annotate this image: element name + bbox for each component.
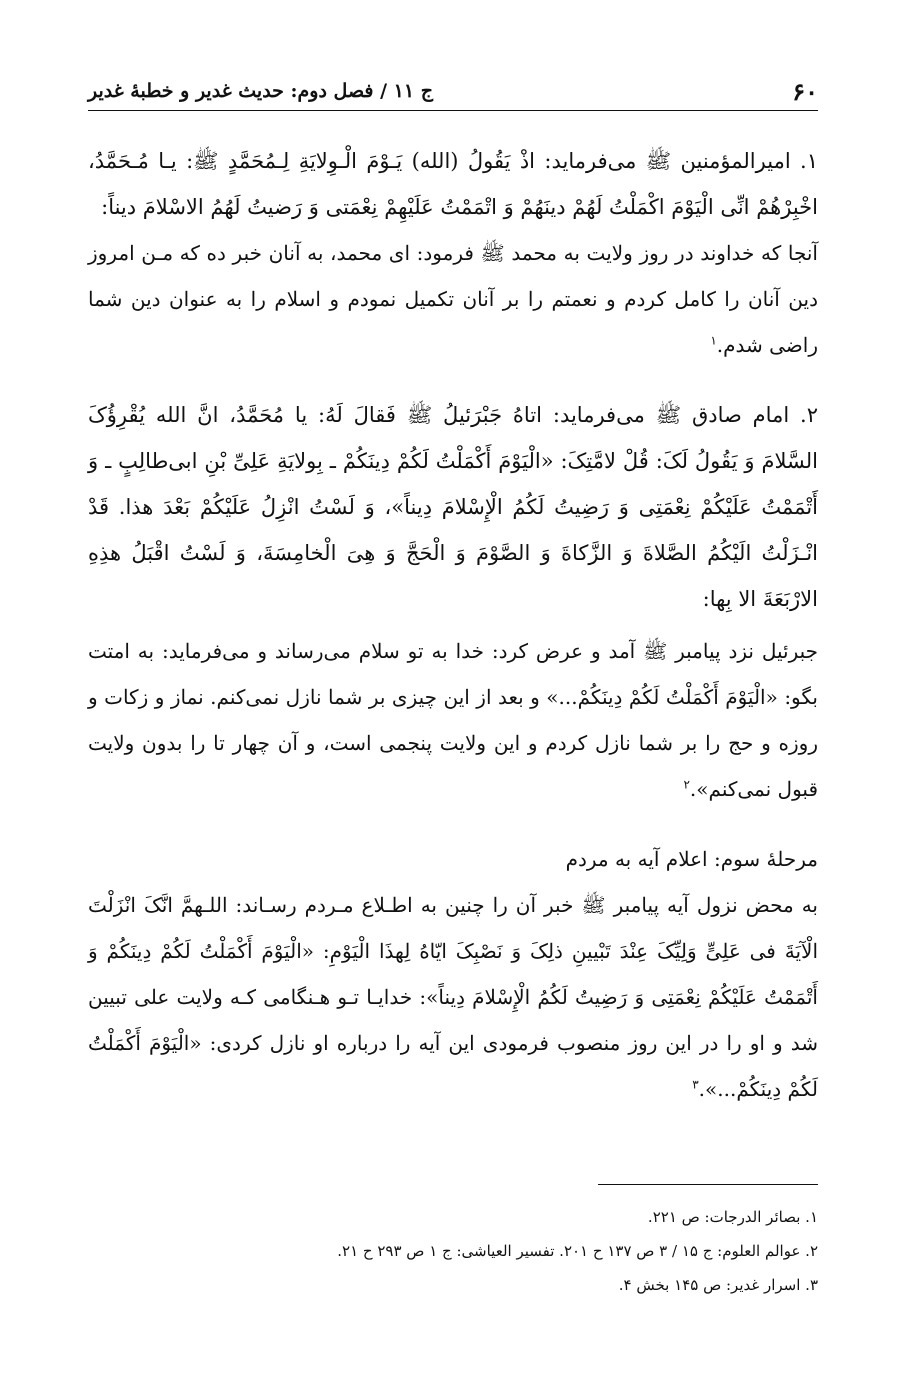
paragraph-translation-2 [88,628,818,812]
footnote-ref-3[interactable]: ۳ [692,1077,699,1092]
section-heading: مرحلهٔ سوم: اعلام آیه به مردم [565,847,818,871]
paragraph-hadith-2-text: ۲. امام صادق ﷺ می‌فرماید: اتاهُ جَبْرَئیلُ ﷺ فَقالَ لَهُ: یا مُحَمَّدُ، انَّ الله یُقْرِؤُکَ السَّلامَ وَ یَقُولُ لَکَ: قُلْ لامَّتِکَ: «الْیَوْمَ أَکْمَلْتُ لَکُمْ دِینَکُمْ ـ بِولایَةِ عَلِیِّ بْنِ ابی‌طالِبٍ ـ وَ أَتْمَمْتُ عَلَیْکُمْ نِعْمَتِی وَ رَضِیتُ لَکُمُ الْإِسْلامَ دِیناً»، وَ لَسْتُ انْزِلُ عَلَیْکُمْ بَعْدَ هذا. قَدْ انْـزَلْتُ الَیْکُمُ الصَّلاةَ وَ الزَّکاةَ وَ الصَّوْمَ وَ الْحَجَّ وَ هِیَ الْخامِسَةَ، وَ لَسْتُ اقْبَلُ هذِهِ الارْبَعَةَ الا بِها: [88,403,818,611]
paragraph-hadith-2 [88,392,818,622]
section-paragraph-text: به محض نزول آیه پیامبر ﷺ خبر آن را چنین به اطـلاع مـردم رسـاند: اللـهمَّ انَّکَ انْزَلْتَ الْآیَةَ فی عَلِیٍّ وَلِیِّکَ عِنْدَ تَبْیینِ ذلِکَ وَ نَصْبِکَ ایّاهُ لِهذَا الْیَوْمِ: «الْیَوْمَ أَکْمَلْتُ لَکُمْ دِینَکُمْ وَ أَتْمَمْتُ عَلَیْکُمْ نِعْمَتِی وَ رَضِیتُ لَکُمُ الْإِسْلامَ دِیناً»: خدایـا تـو هـنگامی کـه ولایت علی تبیین شد و او را در این روز منصوب فرمودی این آیه را درباره او نازل کردی: «الْیَوْمَ أَکْمَلْتُ لَکُمْ دِینَکُمْ...». [88,893,818,1101]
paragraph-translation-1-text: آنجا که خداوند در روز ولایت به محمد ﷺ فرمود: ای محمد، به آنان خبر ده که مـن امروز دین آنان را کامل کردم و نعمتم را بر آنان تکمیل نمودم و اسلام را به عنوان دین شما راضی شدم. [88,241,818,357]
page-header [88,72,818,111]
paragraph-translation-2-text: جبرئیل نزد پیامبر ﷺ آمد و عرض کرد: خدا به تو سلام می‌رساند و می‌فرماید: به امتت بگو: «الْیَوْمَ أَکْمَلْتُ لَکُمْ دِینَکُمْ...» و بعد از این چیزی بر شما نازل نمی‌کنم. نماز و زکات و روزه و حج را بر شما نازل کردم و این ولایت پنجمی است، و آن چهار تا را بدون ولایت قبول نمی‌کنم». [88,639,818,801]
page-body [88,138,818,1112]
paragraph-hadith-1 [88,138,818,230]
footnote-ref-1[interactable]: ۱ [710,333,717,348]
paragraph-translation-1 [88,230,818,368]
running-title: ج ۱۱ / فصل دوم: حدیث غدیر و خطبهٔ غدیر [88,80,433,102]
footnote-1: ۱. بصائر الدرجات: ص ۲۲۱. [647,1208,818,1226]
footnote-ref-2[interactable]: ۲ [683,777,690,792]
footnote-2: ۲. عوالم العلوم: ج ۱۵ / ۳ ص ۱۳۷ ح ۲۰۱. تفسیر العیاشی: ج ۱ ص ۲۹۳ ح ۲۱. [337,1242,818,1260]
paragraph-hadith-1-text: ۱. امیرالمؤمنین ﷺ می‌فرماید: اذْ یَقُولُ (الله) یَـوْمَ الْـوِلایَةِ لِـمُحَمَّدٍ ﷺ: یـا مُـحَمَّدُ، اخْبِرْهُمْ انِّی الْیَوْمَ اکْمَلْتُ لَهُمْ دینَهُمْ وَ اتْمَمْتُ عَلَیْهِمْ نِعْمَتی وَ رَضیتُ لَهُمُ الاسْلامَ دیناً: [88,149,818,219]
page-number: ۶۰ [792,76,818,106]
footnote-3: ۳. اسرار غدیر: ص ۱۴۵ بخش ۴. [618,1276,818,1294]
section-paragraph [88,882,818,1112]
footnotes [88,1200,818,1302]
footnote-separator [598,1184,818,1185]
